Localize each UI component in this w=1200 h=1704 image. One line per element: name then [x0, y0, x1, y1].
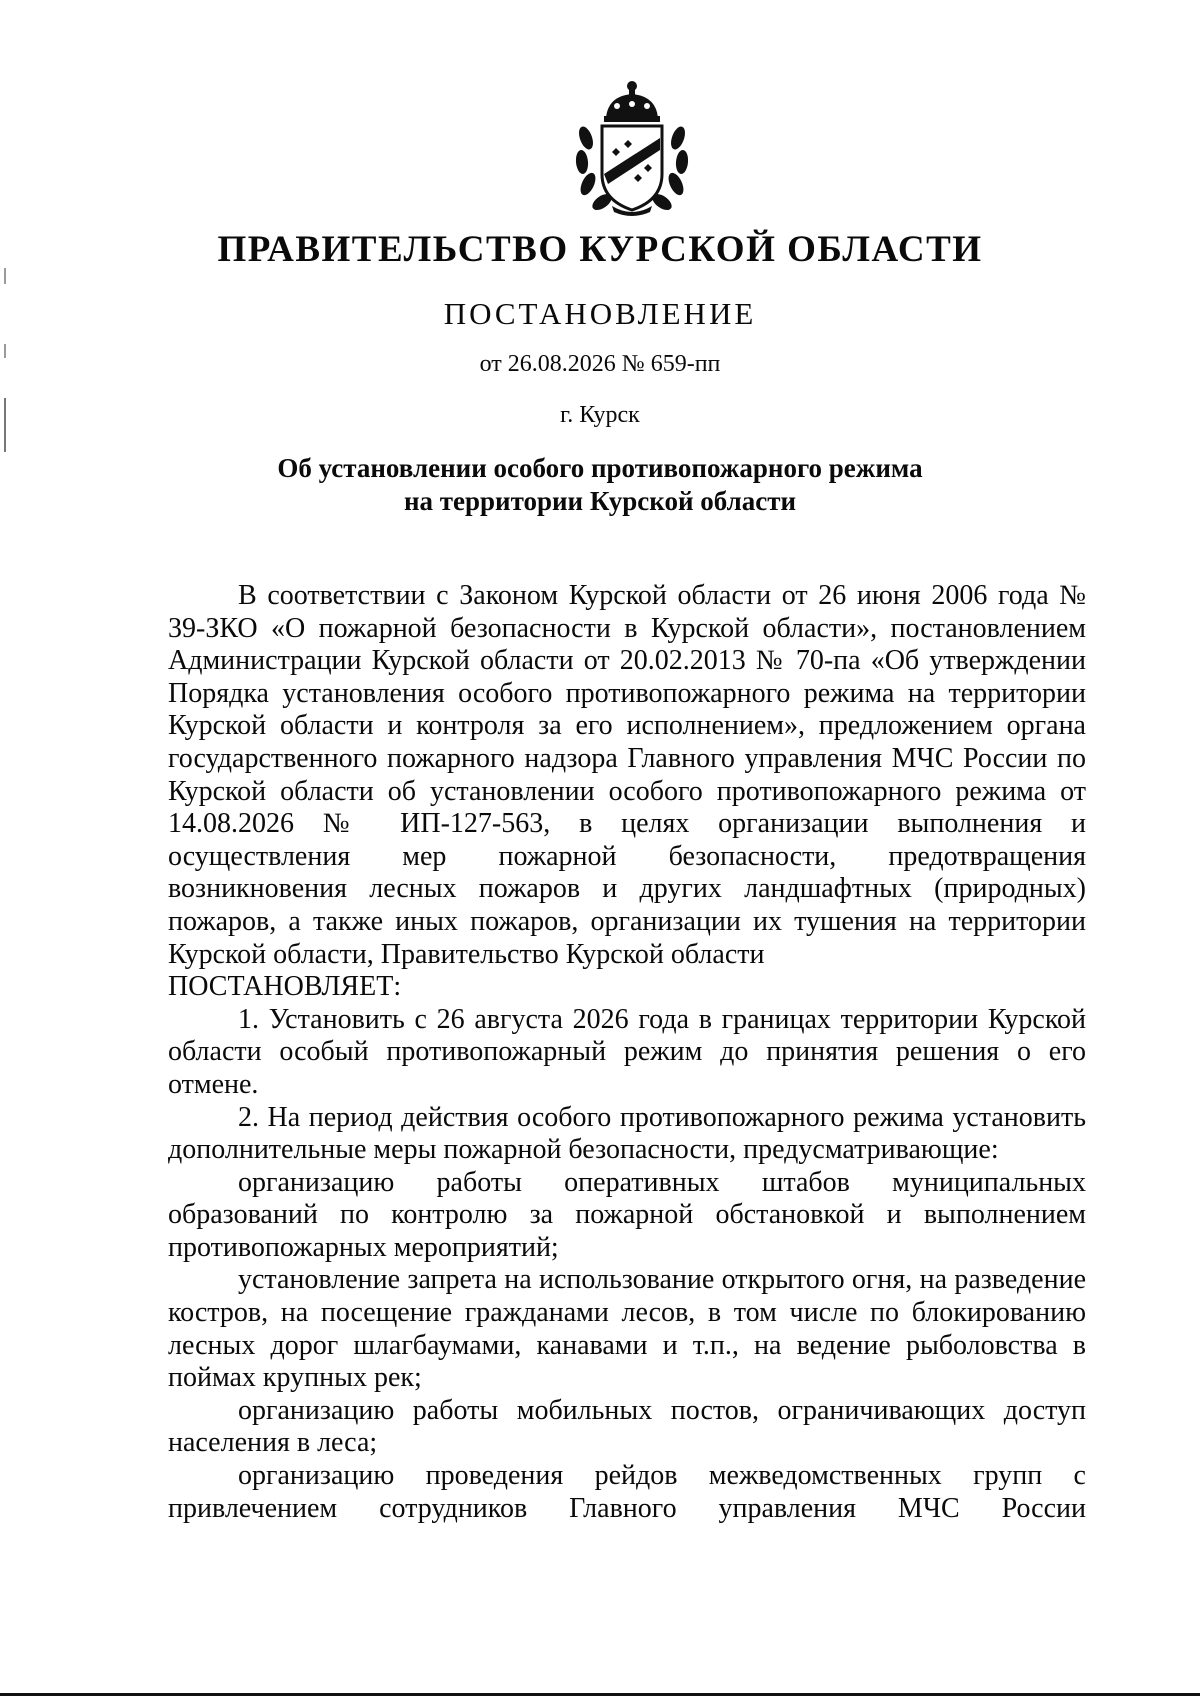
measure-paragraph: организацию работы мобильных постов, ограничивающих доступ населения в леса; — [168, 1394, 1086, 1459]
resolve-line: ПОСТАНОВЛЯЕТ: — [168, 971, 402, 1003]
measure-paragraph: организацию проведения рейдов межведомственных групп с привлечением сотрудников Главного управления МЧС России — [168, 1460, 1086, 1524]
measure-paragraph: установление запрета на использование открытого огня, на разведение костров, на посещение гражданами лесов, в том числе по блокированию лесных дорог шлагбаумами, канавами и т.п., на ведение рыболовства в поймах крупных рек; — [168, 1264, 1086, 1394]
government-title: ПРАВИТЕЛЬСТВО КУРСКОЙ ОБЛАСТИ — [217, 229, 983, 270]
document-body — [168, 580, 1086, 1525]
kursk-coat-of-arms-icon — [572, 78, 692, 218]
measure-paragraph: организацию работы оперативных штабов муниципальных образований по контролю за пожарной обстановкой и выполнением противопожарных мероприятий; — [168, 1166, 1086, 1263]
page-bottom-edge — [0, 1693, 1200, 1696]
subject-line: на территории Курской области — [403, 486, 797, 516]
item-paragraph: 1. Установить с 26 августа 2026 года в границах территории Курской области особый противопожарный режим до принятия решения о его отмене. — [168, 1003, 1086, 1100]
document-city: г. Курск — [560, 402, 640, 428]
document-type: ПОСТАНОВЛЕНИЕ — [443, 296, 757, 331]
item-paragraph: 2. На период действия особого противопожарного режима установить дополнительные меры пожарной безопасности, предусматривающие: — [168, 1101, 1086, 1166]
document-subject — [0, 452, 1200, 518]
subject-line: Об установлении особого противопожарного режима — [277, 453, 923, 483]
preamble-paragraph: В соответствии с Законом Курской области от 26 июня 2006 года № 39-ЗКО «О пожарной безопасности в Курской области», постановлением Администрации Курской области от 20.02.2013 № 70-па «Об утверждении Порядка установления особого противопожарного режима на территории Курской области и контроля за его исполнением», предложением органа государственного пожарного надзора Главного управления МЧС России по Курской области об установлении особого противопожарного режима от 14.08.2026 № ИП-127-563, в целях организации выполнения и осуществления мер пожарной безопасности, предотвращения возникновения лесных пожаров и других ландшафтных (природных) пожаров, а также иных пожаров, организации их тушения на территории Курской области, Правительство Курской области — [168, 580, 1086, 970]
document-date-number: от 26.08.2026 № 659-пп — [479, 351, 721, 377]
